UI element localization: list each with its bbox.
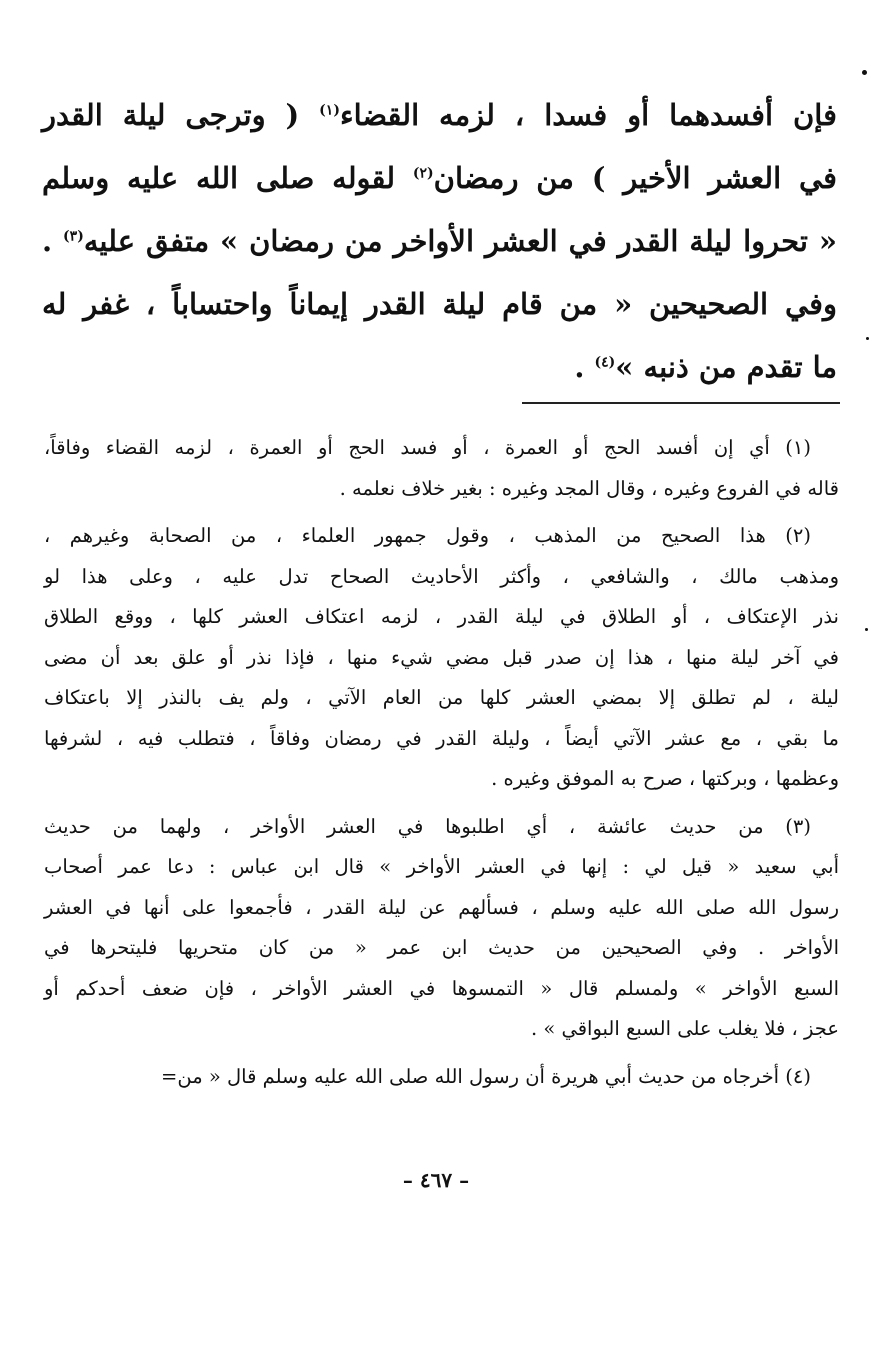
footnote-line: وعظمها ، وبركتها ، صرح به الموفق وغيره .	[491, 767, 839, 790]
margin-dot	[865, 628, 868, 631]
footnote-line: نذر الإعتكاف ، أو الطلاق في ليلة القدر ، لزمه اعتكاف العشر كلها ، ووقع الطلاق	[44, 605, 839, 628]
footnote-separator	[522, 402, 840, 404]
footnote-2	[44, 516, 839, 800]
footnote-4	[44, 1057, 839, 1098]
main-line-5: ما تقدم من ذنبه »$^{(٤)}$ .	[574, 350, 837, 384]
main-line-4: وفي الصحيحين « من قام ليلة القدر إيماناً واحتساباً ، غفر له	[42, 287, 837, 321]
margin-dot	[866, 337, 869, 340]
footnote-ref-2[interactable]: (٢)	[412, 165, 434, 182]
page-number: – ٤٦٧ –	[402, 1168, 470, 1192]
footnote-line: أبي سعيد « قيل لي : إنها في العشر الأواخر » قال ابن عباس : دعا عمر أصحاب	[44, 855, 839, 878]
footnote-line: الأواخر . وفي الصحيحين من حديث ابن عمر « من كان متحريها فليتحرها في	[44, 936, 839, 959]
footnote-line: (٤) أخرجاه من حديث أبي هريرة أن رسول الله صلى الله عليه وسلم قال « من=	[161, 1064, 811, 1088]
footnote-line: ما بقي ، مع عشر الآتي أيضاً ، وليلة القدر في رمضان وفاقاً ، فتطلب فيه ، لشرفها	[44, 726, 839, 750]
footnote-line: ومذهب مالك ، والشافعي ، وأكثر الأحاديث الصحاح تدل عليه ، وعلى هذا لو	[44, 564, 839, 588]
footnote-line: (٣) من حديث عائشة ، أي اطلبوها في العشر الأواخر ، ولهما من حديث	[44, 814, 811, 838]
footnote-line: قاله في الفروع وغيره ، وقال المجد وغيره : بغير خلاف نعلمه .	[339, 476, 839, 500]
footnote-1	[44, 428, 839, 509]
main-text	[42, 84, 837, 399]
footnote-ref-3[interactable]: (٣)	[63, 228, 84, 245]
footnote-line: رسول الله صلى الله عليه وسلم ، فسألهم عن ليلة القدر ، فأجمعوا على أنها في العشر	[44, 895, 839, 919]
footnote-line: (٢) هذا الصحيح من المذهب ، وقول جمهور العلماء ، من الصحابة وغيرهم ،	[44, 524, 811, 547]
footnote-line: (١) أي إن أفسد الحج أو العمرة ، أو فسد الحج أو العمرة ، لزمه القضاء وفاقاً،	[44, 436, 811, 459]
footnote-line: ليلة ، لم تطلق إلا بمضي العشر كلها من العام الآتي ، ولم يف بالنذر إلا باعتكاف	[44, 686, 839, 709]
footnote-line: عجز ، فلا يغلب على السبع البواقي » .	[530, 1017, 839, 1040]
footnote-ref-1[interactable]: (١)	[319, 102, 340, 119]
main-line-2: في العشر الأخير ) من رمضان$^{(٢)}$ لقوله صلى الله عليه وسلم	[42, 161, 837, 195]
main-line-1: فإن أفسدهما أو فسدا ، لزمه القضاء$^{(١)}$ ( وترجى ليلة القدر	[42, 98, 837, 132]
main-line-3: « تحروا ليلة القدر في العشر الأواخر من رمضان » متفق عليه$^{(٣)}$ .	[42, 224, 837, 258]
footnote-line: في آخر ليلة منها ، هذا إن صدر قبل مضي شيء منها ، فإذا نذر أو علق بعد أن مضى	[44, 645, 839, 669]
footnote-3	[44, 807, 839, 1050]
footnote-ref-4[interactable]: (٤)	[594, 354, 616, 371]
footnote-line: السبع الأواخر » ولمسلم قال « التمسوها في العشر الأواخر ، فإن ضعف أحدكم أو	[44, 976, 839, 1000]
footnotes	[44, 428, 839, 1104]
margin-dot	[862, 70, 867, 75]
